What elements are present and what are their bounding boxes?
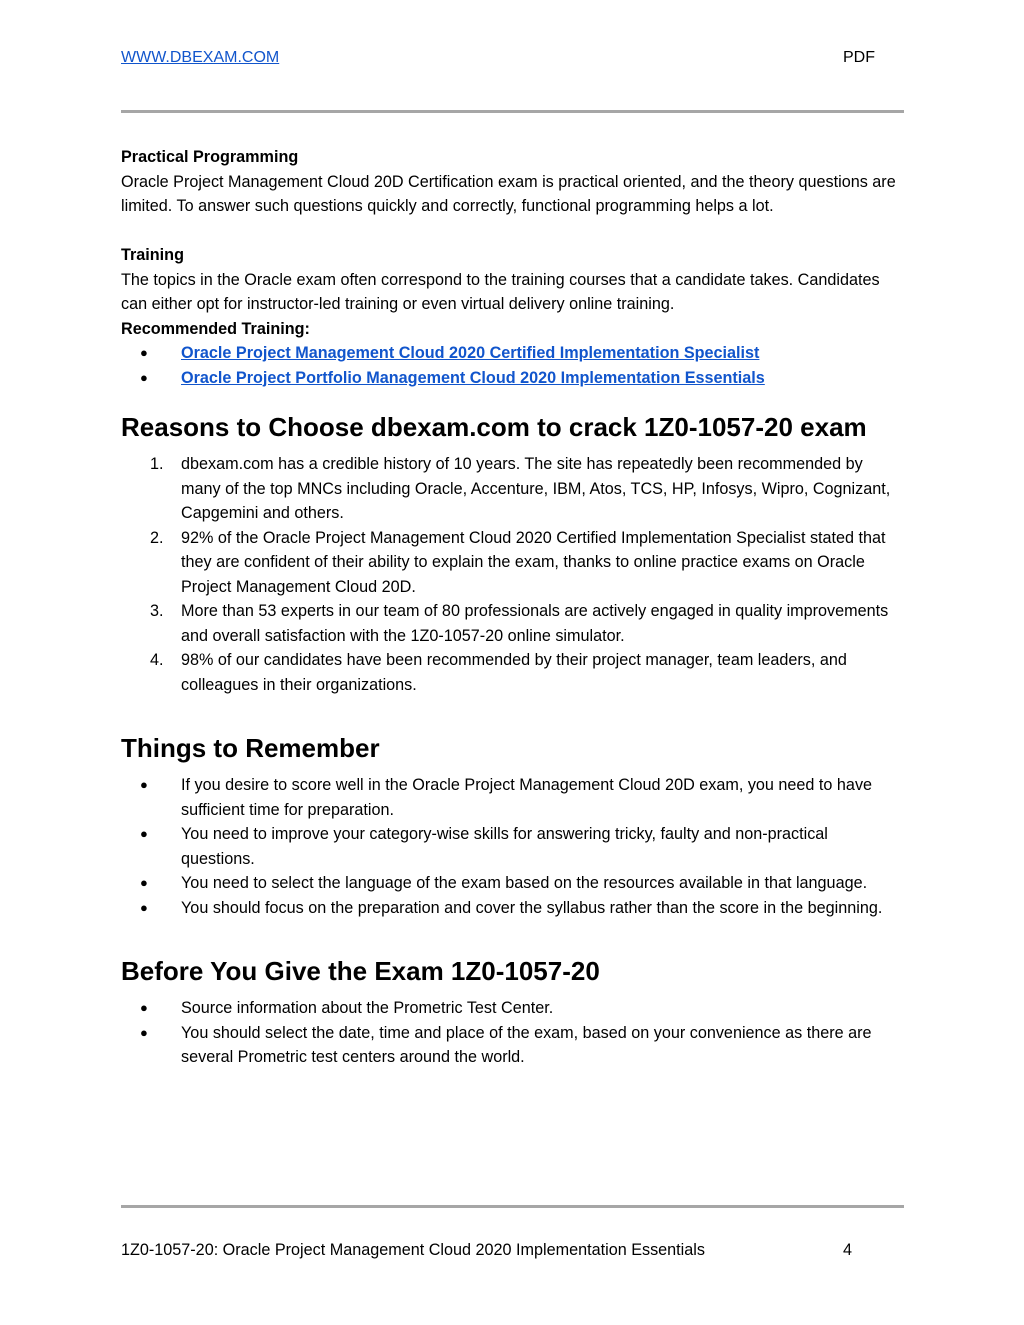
header-divider [121,110,904,113]
bullet-icon: ● [140,826,148,841]
before-heading: Before You Give the Exam 1Z0-1057-20 [121,956,600,986]
bullet-icon: ● [140,369,148,385]
list-item [121,1021,904,1070]
list-item [121,452,904,526]
bullet-icon: ● [140,1024,148,1040]
item-text: Source information about the Prometric Test Center. [181,999,554,1017]
things-list [121,773,904,920]
reasons-list [121,452,904,697]
training-link-implementation-essentials[interactable]: Oracle Project Portfolio Management Cloud 2020 Implementation Essentials [181,368,765,387]
item-text: 98% of our candidates have been recommended by their project manager, team leaders, and colleagues in their organizations. [181,651,847,694]
training-body: The topics in the Oracle exam often correspond to the training courses that a candidate takes. Candidates can either opt for instructor-led training or even virtual delivery online training. [121,270,880,313]
list-item [121,599,904,648]
site-link[interactable]: WWW.DBEXAM.COM [121,49,280,66]
list-item [121,648,904,697]
page-content [121,145,904,1070]
list-item [121,341,904,366]
list-item [121,773,904,822]
training-link-implementation-specialist[interactable]: Oracle Project Management Cloud 2020 Certified Implementation Specialist [181,344,760,362]
list-item [121,896,904,921]
item-number: 4. [150,651,164,669]
things-heading: Things to Remember [121,733,380,763]
doc-type-label: PDF [843,49,875,66]
footer-divider [121,1205,904,1208]
item-number: 1. [150,455,164,473]
page-number: 4 [843,1241,853,1259]
list-item [121,996,904,1021]
footer-title: 1Z0-1057-20: Oracle Project Management Cloud 2020 Implementation Essentials [121,1241,705,1259]
list-item [121,871,904,896]
training-heading: Training [121,246,184,264]
list-item [121,822,904,871]
bullet-icon: ● [140,899,148,915]
item-text: You should focus on the preparation and cover the syllabus rather than the score in the beginning. [181,898,883,917]
bullet-icon: ● [140,777,148,792]
bullet-icon: ● [140,875,148,890]
bullet-icon: ● [140,1000,148,1015]
practical-heading: Practical Programming [121,148,299,166]
bullet-icon: ● [140,345,148,360]
practical-body: Oracle Project Management Cloud 20D Certification exam is practical oriented, and the theory questions are limited. To answer such questions quickly and correctly, functional programming helps a lot. [121,172,896,215]
item-text: You should select the date, time and place of the exam, based on your convenience as there are several Prometric test centers around the world. [181,1023,872,1066]
item-text: 92% of the Oracle Project Management Cloud 2020 Certified Implementation Specialist stated that they are confident of their ability to explain the exam, thanks to online practice exams on Oracle Project Management Cloud 20D. [181,528,886,596]
list-item [121,526,904,600]
list-item [121,366,904,391]
item-text: dbexam.com has a credible history of 10 years. The site has repeatedly been recommended by many of the top MNCs including Oracle, Accenture, IBM, Atos, TCS, HP, Infosys, Wipro, Cognizant, Capgemini and others. [181,455,891,522]
item-text: You need to select the language of the exam based on the resources available in that language. [181,874,868,892]
recommended-training-list [121,341,904,390]
item-number: 2. [150,528,164,547]
reasons-heading: Reasons to Choose dbexam.com to crack 1Z0-1057-20 exam [121,412,867,442]
item-text: You need to improve your category-wise skills for answering tricky, faulty and non-practical questions. [181,825,828,868]
item-text: More than 53 experts in our team of 80 professionals are actively engaged in quality improvements and overall satisfaction with the 1Z0-1057-20 online simulator. [181,602,889,645]
item-number: 3. [150,602,164,620]
before-list [121,996,904,1070]
item-text: If you desire to score well in the Oracle Project Management Cloud 20D exam, you need to have sufficient time for preparation. [181,776,873,819]
recommended-training-label: Recommended Training: [121,319,310,338]
